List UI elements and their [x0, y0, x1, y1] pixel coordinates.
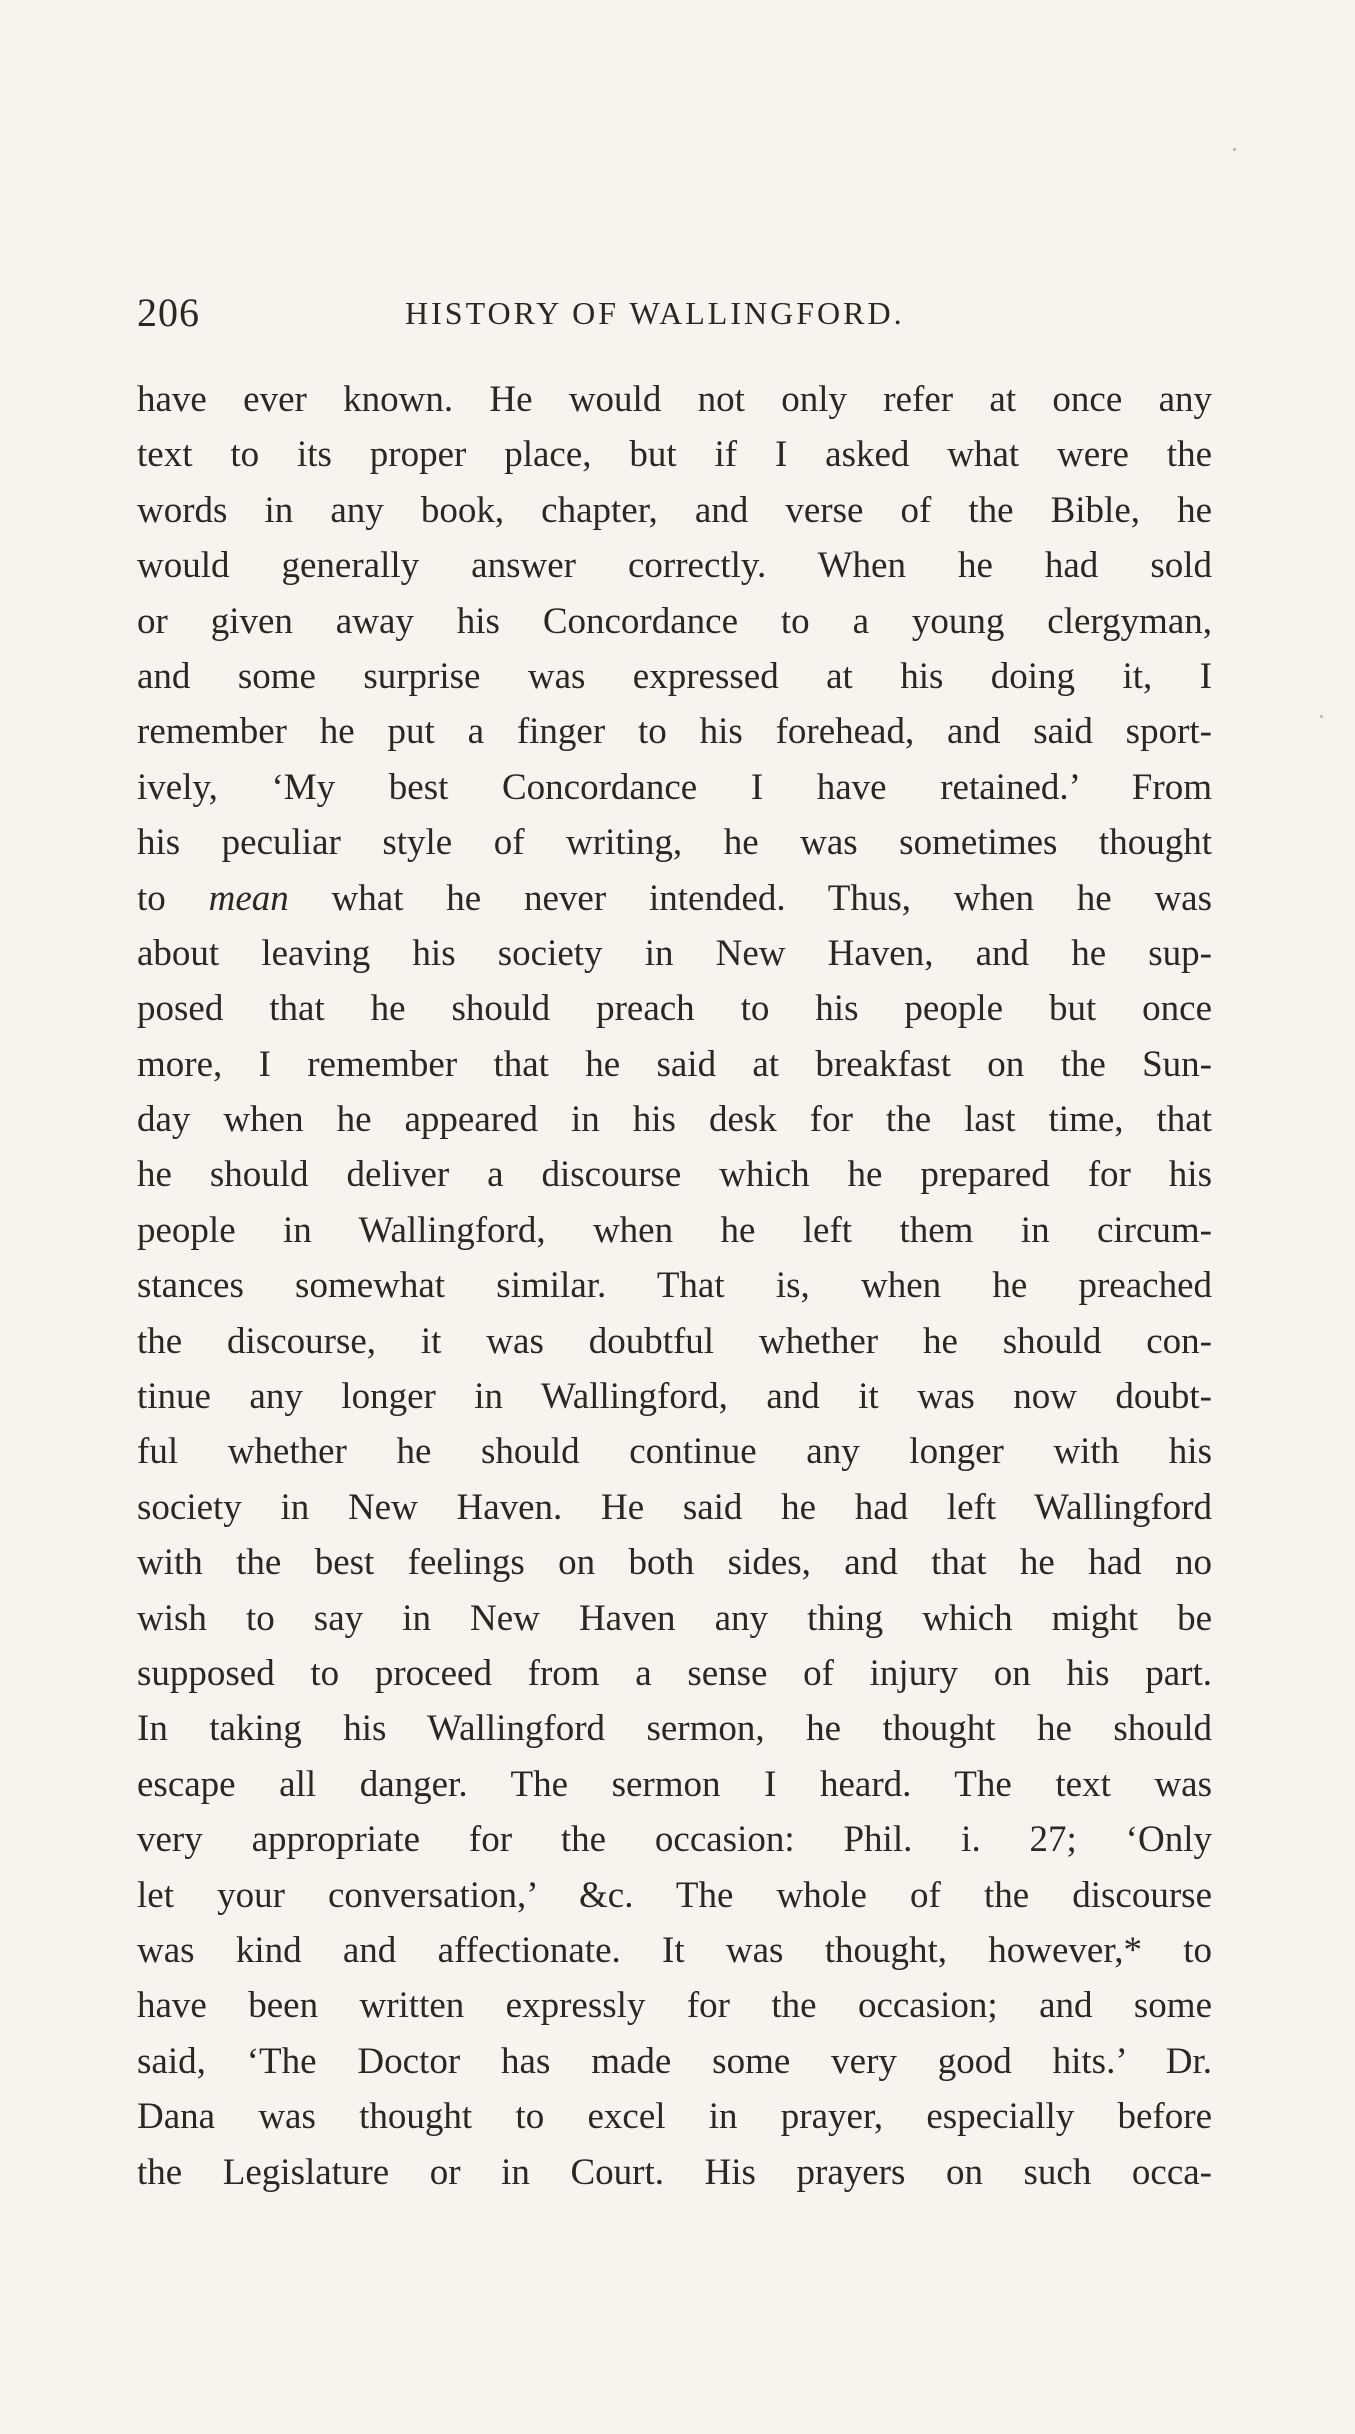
page-header: [137, 283, 1207, 343]
text-line: more, I remember that he said at breakfast on the Sun-: [137, 1043, 1212, 1085]
text-line: society in New Haven. He said he had left Wallingford: [137, 1486, 1212, 1528]
text-line: posed that he should preach to his people but once: [137, 988, 1212, 1030]
text-line: day when he appeared in his desk for the last time, that: [137, 1099, 1212, 1141]
text-line: was kind and affectionate. It was thought, however,* to: [137, 1929, 1212, 1971]
line-segment: what he never intended. Thus, when he was: [288, 877, 1213, 919]
paper-speck: [1233, 148, 1236, 151]
text-line: or given away his Concordance to a young clergyman,: [137, 600, 1212, 642]
text-line: ful whether he should continue any longer with his: [137, 1431, 1212, 1473]
line-segment: to: [137, 877, 209, 919]
text-line: said, ‘The Doctor has made some very good hits.’ Dr.: [137, 2040, 1212, 2082]
text-line: tinue any longer in Wallingford, and it was now doubt-: [137, 1376, 1212, 1418]
text-line: remember he put a finger to his forehead, and said sport-: [137, 711, 1212, 753]
text-line: people in Wallingford, when he left them in circum-: [137, 1209, 1212, 1251]
text-line: about leaving his society in New Haven, and he sup-: [137, 932, 1212, 974]
text-line: In taking his Wallingford sermon, he thought he should: [137, 1708, 1212, 1750]
text-line: have ever known. He would not only refer at once any: [137, 379, 1212, 420]
text-line: escape all danger. The sermon I heard. The text was: [137, 1763, 1212, 1805]
text-line: have been written expressly for the occasion; and some: [137, 1985, 1212, 2027]
text-line: would generally answer correctly. When he had sold: [137, 545, 1212, 587]
text-line: his peculiar style of writing, he was sometimes thought: [137, 822, 1212, 864]
text-line-with-emphasis: [137, 871, 1212, 926]
body-text: [137, 372, 1212, 2200]
page-number: 206: [137, 290, 200, 335]
text-line: and some surprise was expressed at his doing it, I: [137, 655, 1212, 697]
paper-speck: [1320, 715, 1323, 718]
emphasized-word: mean: [208, 877, 289, 919]
text-line: words in any book, chapter, and verse of the Bible, he: [137, 489, 1212, 531]
text-line: ively, ‘My best Concordance I have retained.’ From: [137, 766, 1212, 808]
text-line: the discourse, it was doubtful whether he should con-: [137, 1320, 1212, 1362]
running-head: HISTORY OF WALLINGFORD.: [405, 295, 905, 331]
text-line: he should deliver a discourse which he prepared for his: [137, 1154, 1212, 1196]
text-line: Dana was thought to excel in prayer, especially before: [137, 2096, 1212, 2138]
text-line: text to its proper place, but if I asked what were the: [137, 434, 1212, 476]
text-line: very appropriate for the occasion: Phil. i. 27; ‘Only: [137, 1819, 1212, 1861]
text-line: wish to say in New Haven any thing which might be: [137, 1597, 1212, 1639]
text-line: supposed to proceed from a sense of injury on his part.: [137, 1652, 1212, 1694]
text-line: stances somewhat similar. That is, when he preached: [137, 1265, 1212, 1307]
text-line: let your conversation,’ &c. The whole of the discourse: [137, 1874, 1212, 1916]
text-line: with the best feelings on both sides, and that he had no: [137, 1542, 1212, 1584]
text-line: the Legislature or in Court. His prayers on such occa-: [137, 2151, 1212, 2193]
